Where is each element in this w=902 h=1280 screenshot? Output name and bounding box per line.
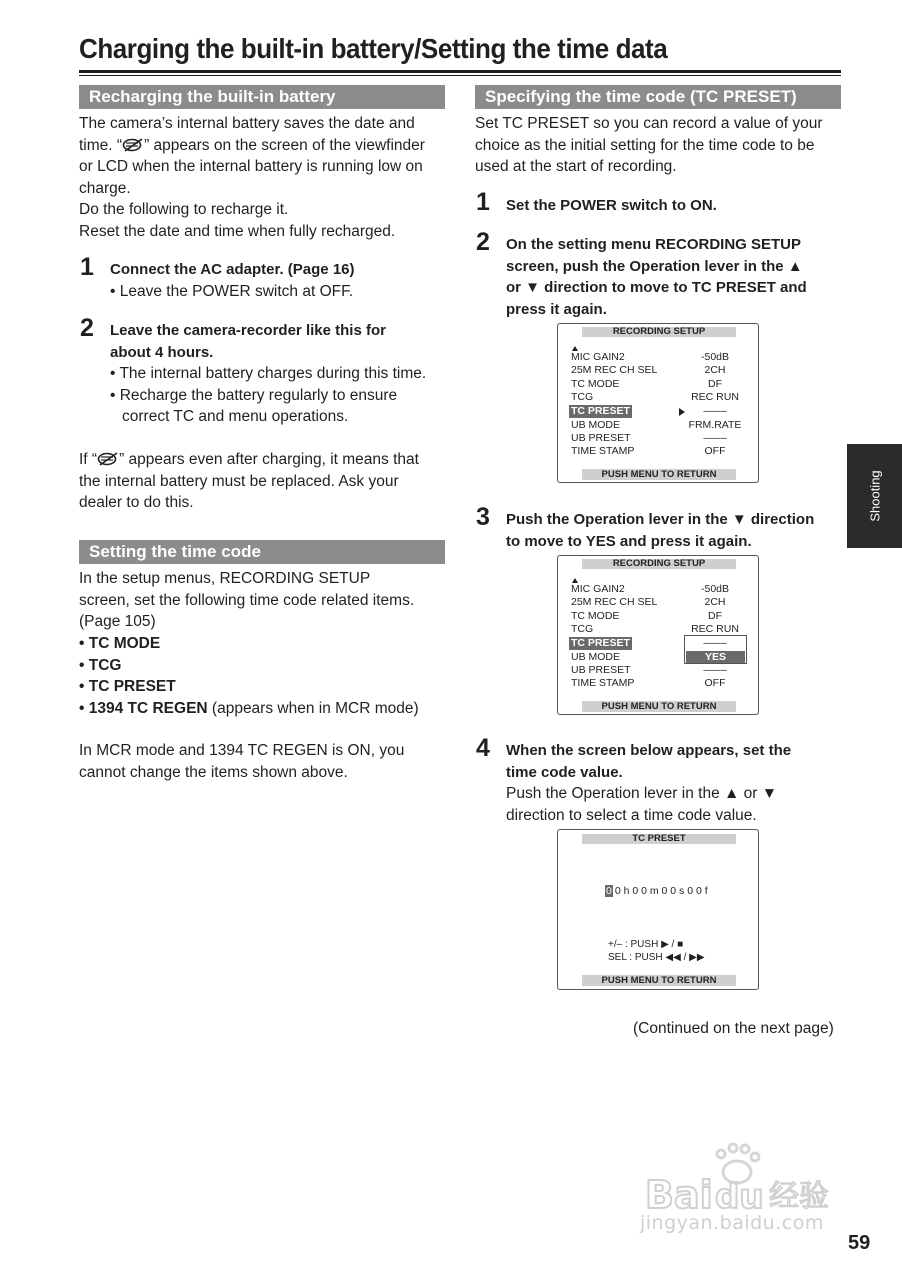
section-heading-tc-preset: Specifying the time code (TC PRESET)	[475, 85, 841, 109]
yes-option-selected: YES	[686, 651, 745, 663]
screen-header: TC PRESET	[582, 834, 736, 844]
step-number: 2	[80, 314, 94, 342]
time-code-item-list: • TC MODE • TCG • TC PRESET • 1394 TC REGEN (appears when in MCR mode)	[79, 635, 419, 717]
menu-item: TCG	[571, 391, 594, 403]
step-number: 1	[80, 253, 94, 281]
menu-item: UB MODE	[571, 651, 621, 663]
menu-value: REC RUN	[691, 623, 739, 635]
menu-value: REC RUN	[691, 391, 739, 403]
tc-preset-intro: Set TC PRESET so you can record a value of your choice as the initial setting for the time code to be used at the start of recording.	[475, 115, 823, 175]
step-text: When the screen below appears, set the time code value. Push the Operation lever in the ▲ or ▼ direction to select a time code value.	[506, 742, 792, 824]
section-heading-time-code: Setting the time code	[79, 540, 445, 564]
step-number: 1	[476, 188, 490, 216]
menu-item: TIME STAMP	[571, 677, 635, 689]
battery-replace-note: If “ ” appears even after charging, it means that the internal battery must be replaced. Ask your dealer to do this.	[79, 451, 419, 511]
watermark-url: jingyan.baidu.com	[640, 1212, 824, 1234]
menu-item: 25M REC CH SEL	[571, 596, 658, 608]
menu-item: TIME STAMP	[571, 445, 635, 457]
step-number: 4	[476, 734, 490, 762]
screen-footer: PUSH MENU TO RETURN	[582, 701, 736, 712]
section-tab-shooting: Shooting	[847, 444, 902, 548]
menu-item: UB PRESET	[571, 664, 631, 676]
menu-item: MIC GAIN2	[571, 351, 625, 363]
title-rule	[79, 70, 841, 73]
svg-text:Bai: Bai	[645, 1173, 713, 1217]
battery-warning-icon	[122, 138, 144, 152]
menu-value: OFF	[704, 445, 726, 457]
screen-footer: PUSH MENU TO RETURN	[582, 975, 736, 986]
step-text: Set the POWER switch to ON.	[506, 197, 717, 214]
menu-item: TC MODE	[571, 378, 620, 390]
menu-item: MIC GAIN2	[571, 583, 625, 595]
time-code-intro: In the setup menus, RECORDING SETUP screen, set the following time code related items. (Page 105)	[79, 570, 415, 630]
menu-item: UB MODE	[571, 419, 621, 431]
step-number: 3	[476, 503, 490, 531]
menu-value: -50dB	[700, 583, 730, 595]
menu-value: ––––	[703, 405, 727, 417]
menu-item-selected: TC PRESET	[571, 405, 630, 417]
mcr-note: In MCR mode and 1394 TC REGEN is ON, you cannot change the items shown above.	[79, 742, 405, 781]
menu-item: 25M REC CH SEL	[571, 364, 658, 376]
step-text: Push the Operation lever in the ▼ direction to move to YES and press it again.	[506, 511, 815, 550]
menu-value: -50dB	[700, 351, 730, 363]
time-code-value	[605, 885, 708, 898]
menu-screen-recording-setup-yes	[557, 555, 759, 715]
step-bullets: • The internal battery charges during this time. • Recharge the battery regularly to ensure correct TC and menu operations.	[110, 365, 427, 425]
continued-note: (Continued on the next page)	[633, 1020, 834, 1037]
menu-value: DF	[708, 610, 722, 622]
menu-value: OFF	[704, 677, 726, 689]
menu-screen-recording-setup	[557, 323, 759, 483]
step-number: 2	[476, 228, 490, 256]
page-number: 59	[848, 1232, 871, 1254]
menu-value: ––––	[703, 664, 727, 676]
menu-value: DF	[708, 378, 722, 390]
menu-item-selected: TC PRESET	[571, 637, 630, 649]
svg-text:经验: 经验	[769, 1179, 829, 1214]
time-code-digits: 0 h 0 0 m 0 0 s 0 0 f	[614, 885, 708, 897]
screen-footer: PUSH MENU TO RETURN	[582, 469, 736, 480]
time-code-cursor-digit: 0	[606, 885, 612, 897]
title-rule-thin	[79, 75, 841, 76]
menu-value: 2CH	[704, 596, 726, 608]
step-text: On the setting menu RECORDING SETUP screen, push the Operation lever in the ▲ or ▼ direction to move to TC PRESET and press it again.	[506, 236, 807, 318]
screen-header: RECORDING SETUP	[582, 327, 736, 337]
menu-item: TC MODE	[571, 610, 620, 622]
recharge-intro: The camera’s internal battery saves the date and time. “ ” appears on the screen of the viewfinder or LCD when the internal battery is running low on charge. Do the following to recharge it. Reset the date and time when fully recharged.	[79, 115, 425, 240]
button-help: +/– : PUSH ▶ / ■ SEL : PUSH ◀◀ / ▶▶	[608, 939, 705, 963]
step-bullets: • Leave the POWER switch at OFF.	[110, 283, 354, 300]
menu-value: 2CH	[704, 364, 726, 376]
menu-value: ––––	[703, 637, 727, 649]
menu-item: TCG	[571, 623, 594, 635]
menu-value: FRM.RATE	[688, 419, 742, 431]
battery-warning-icon	[97, 452, 119, 466]
menu-value: ––––	[703, 432, 727, 444]
menu-screen-tc-preset	[557, 829, 759, 990]
screen-header: RECORDING SETUP	[582, 559, 736, 569]
step-text: Leave the camera-recorder like this for about 4 hours.	[110, 322, 386, 361]
section-heading-recharging: Recharging the built-in battery	[79, 85, 445, 109]
page-title: Charging the built-in battery/Setting the time data	[79, 33, 668, 64]
svg-text:du: du	[715, 1177, 764, 1217]
menu-item: UB PRESET	[571, 432, 631, 444]
step-text: Connect the AC adapter. (Page 16)	[110, 261, 355, 278]
